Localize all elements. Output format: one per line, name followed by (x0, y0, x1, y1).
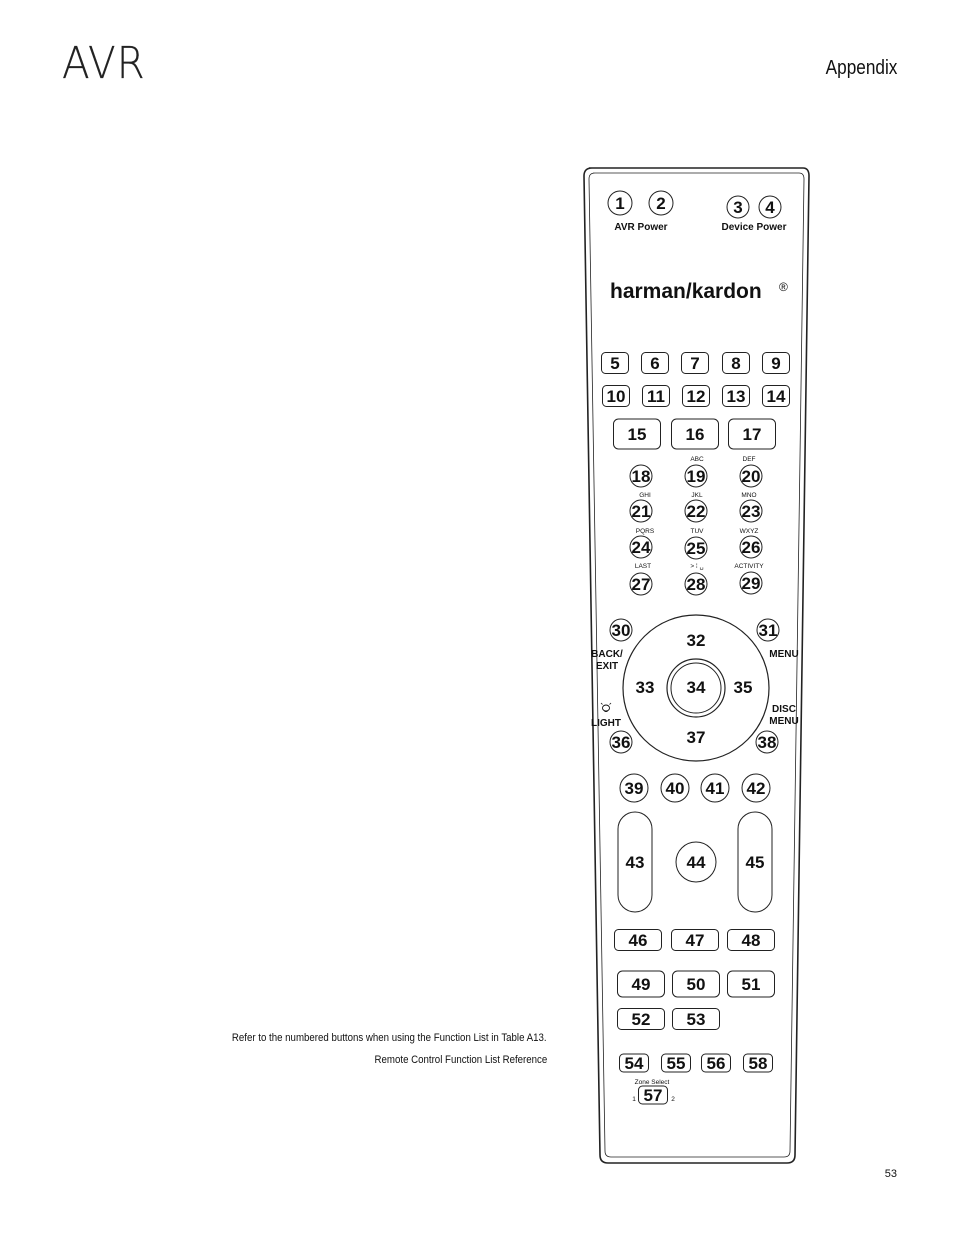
button-layer (602, 191, 790, 1105)
remote-button-55 (662, 1054, 691, 1073)
remote-button-53 (673, 1009, 720, 1030)
remote-button-number: 29 (741, 574, 761, 593)
remote-button-35 (734, 678, 753, 697)
disc-menu-label-1: DISC (772, 704, 796, 715)
remote-button-9 (763, 353, 790, 374)
remote-button-32 (687, 631, 706, 650)
keypad-letters-abc: ABC (690, 456, 704, 463)
remote-button-number: 33 (635, 678, 655, 697)
remote-button-58 (744, 1054, 773, 1073)
remote-button-40 (661, 774, 689, 802)
remote-button-2 (649, 191, 673, 215)
remote-button-28 (685, 573, 707, 595)
remote-button-number: 22 (686, 502, 706, 521)
remote-button-10 (603, 386, 630, 407)
remote-button-number: 21 (631, 502, 651, 521)
remote-button-57 (639, 1086, 668, 1105)
remote-button-number: 48 (741, 931, 761, 950)
avr-logo: AVR (62, 38, 146, 89)
back-exit-label-1: BACK/ (591, 649, 623, 660)
remote-button-number: 49 (631, 975, 651, 994)
remote-button-26 (740, 536, 762, 558)
remote-button-number: 35 (733, 678, 753, 697)
menu-label: MENU (769, 649, 799, 660)
remote-button-33 (636, 678, 655, 697)
remote-button-16 (672, 419, 719, 449)
remote-button-37 (687, 728, 706, 747)
remote-button-number: 51 (741, 975, 761, 994)
remote-button-number: 44 (686, 853, 706, 872)
remote-button-number: 25 (686, 539, 706, 558)
remote-button-number: 54 (624, 1054, 644, 1073)
remote-button-46 (615, 930, 662, 951)
remote-button-number: 47 (685, 931, 705, 950)
remote-button-52 (618, 1009, 665, 1030)
remote-button-49 (618, 971, 665, 997)
remote-button-11 (643, 386, 670, 407)
remote-button-4 (759, 196, 781, 218)
remote-button-23 (740, 500, 762, 522)
section-title: Appendix (825, 57, 897, 79)
keypad-letters-pqrs: PQRS (635, 528, 655, 535)
remote-button-44 (676, 842, 716, 882)
keypad-letters-def: DEF (742, 456, 756, 463)
remote-button-number: 55 (666, 1054, 686, 1073)
remote-button-number: 43 (625, 853, 645, 872)
remote-button-number: 27 (631, 575, 651, 594)
remote-button-number: 18 (631, 467, 651, 486)
remote-button-number: 30 (611, 621, 631, 640)
remote-button-42 (742, 774, 770, 802)
remote-button-number: 57 (643, 1086, 663, 1105)
remote-button-6 (642, 353, 669, 374)
remote-button-27 (630, 573, 652, 595)
device-power-label: Device Power (721, 222, 787, 233)
remote-button-number: 38 (757, 733, 777, 752)
remote-button-number: 4 (765, 198, 775, 217)
remote-button-number: 45 (745, 853, 765, 872)
remote-button-number: 40 (665, 779, 685, 798)
remote-button-19 (685, 465, 707, 487)
remote-button-number: 58 (748, 1054, 768, 1073)
zone-2-label: 2 (671, 1096, 675, 1103)
remote-button-number: 10 (606, 387, 626, 406)
remote-button-38 (756, 731, 778, 753)
zone-1-label: 1 (632, 1096, 636, 1103)
remote-button-number: 34 (686, 678, 706, 697)
remote-button-18 (630, 465, 652, 487)
remote-button-number: 46 (628, 931, 648, 950)
remote-button-25 (685, 537, 707, 559)
remote-button-31 (757, 619, 779, 641)
remote-button-56 (702, 1054, 731, 1073)
remote-button-number: 36 (611, 733, 631, 752)
remote-button-number: 50 (686, 975, 706, 994)
keypad-letters-last: LAST (634, 563, 652, 570)
remote-button-number: 32 (686, 631, 706, 650)
remote-button-48 (728, 930, 775, 951)
remote-button-number: 37 (686, 728, 706, 747)
remote-button-21 (630, 500, 652, 522)
figure-title: Remote Control Function List Reference (374, 1054, 547, 1066)
remote-button-5 (602, 353, 629, 374)
remote-button-number: 53 (686, 1010, 706, 1029)
avr-power-label: AVR Power (614, 222, 668, 233)
keypad-letters-ghi: GHI (639, 492, 651, 499)
remote-button-number: 26 (741, 538, 761, 557)
keypad-letters-jkl: JKL (691, 492, 703, 499)
remote-button-47 (672, 930, 719, 951)
remote-button-number: 39 (624, 779, 644, 798)
remote-button-number: 56 (706, 1054, 726, 1073)
remote-button-14 (763, 386, 790, 407)
remote-button-number: 52 (631, 1010, 651, 1029)
remote-button-number: 31 (758, 621, 778, 640)
remote-button-number: 8 (731, 354, 741, 373)
remote-button-number: 20 (741, 467, 761, 486)
brand-logo: harman/kardon (610, 280, 762, 303)
remote-button-17 (729, 419, 776, 449)
remote-button-8 (723, 353, 750, 374)
remote-button-43 (618, 812, 652, 912)
remote-button-12 (683, 386, 710, 407)
remote-button-number: 19 (686, 467, 706, 486)
remote-button-29 (740, 572, 762, 594)
remote-button-24 (630, 536, 652, 558)
remote-button-number: 17 (742, 425, 762, 444)
remote-button-36 (610, 731, 632, 753)
keypad-letters-tuv: TUV (690, 528, 704, 535)
remote-button-41 (701, 774, 729, 802)
page-number: 53 (884, 1168, 897, 1180)
remote-button-number: 14 (766, 387, 786, 406)
remote-button-13 (723, 386, 750, 407)
remote-button-number: 12 (686, 387, 706, 406)
instruction-caption: Refer to the numbered buttons when using the Function List in Table A13. (232, 1032, 547, 1044)
remote-button-number: 7 (690, 354, 700, 373)
remote-button-number: 3 (733, 198, 743, 217)
remote-button-30 (610, 619, 632, 641)
remote-button-number: 6 (650, 354, 660, 373)
remote-button-number: 1 (615, 194, 625, 213)
remote-button-number: 28 (686, 575, 706, 594)
remote-button-1 (608, 191, 632, 215)
back-exit-label-2: EXIT (595, 661, 619, 672)
remote-button-34 (687, 678, 706, 697)
remote-button-number: 15 (627, 425, 647, 444)
remote-button-50 (673, 971, 720, 997)
brand-registered-mark: ® (779, 280, 788, 294)
bulb-icon (601, 703, 611, 712)
disc-menu-label-2: MENU (769, 716, 799, 727)
remote-button-number: 24 (631, 538, 651, 557)
remote-button-45 (738, 812, 772, 912)
remote-button-7 (682, 353, 709, 374)
remote-button-number: 2 (656, 194, 666, 213)
remote-button-number: 42 (746, 779, 766, 798)
remote-button-54 (620, 1054, 649, 1073)
remote-button-number: 41 (705, 779, 725, 798)
remote-button-39 (620, 774, 648, 802)
remote-button-number: 23 (741, 502, 761, 521)
remote-button-20 (740, 465, 762, 487)
zone-select-label: Zone Select (634, 1079, 670, 1086)
remote-button-number: 11 (647, 387, 665, 406)
keypad-letters-wxyz: WXYZ (739, 528, 759, 535)
remote-button-3 (727, 196, 749, 218)
remote-button-number: 5 (610, 354, 620, 373)
remote-button-number: 9 (771, 354, 781, 373)
light-label: LIGHT (591, 718, 621, 729)
keypad-symbol-25: > ⁞ ␣ (690, 563, 704, 570)
remote-button-number: 13 (726, 387, 746, 406)
keypad-letters-mno: MNO (741, 492, 757, 499)
keypad-letters-activity: ACTIVITY (734, 563, 764, 570)
remote-button-number: 16 (685, 425, 705, 444)
remote-button-22 (685, 500, 707, 522)
remote-button-15 (614, 419, 661, 449)
remote-button-51 (728, 971, 775, 997)
